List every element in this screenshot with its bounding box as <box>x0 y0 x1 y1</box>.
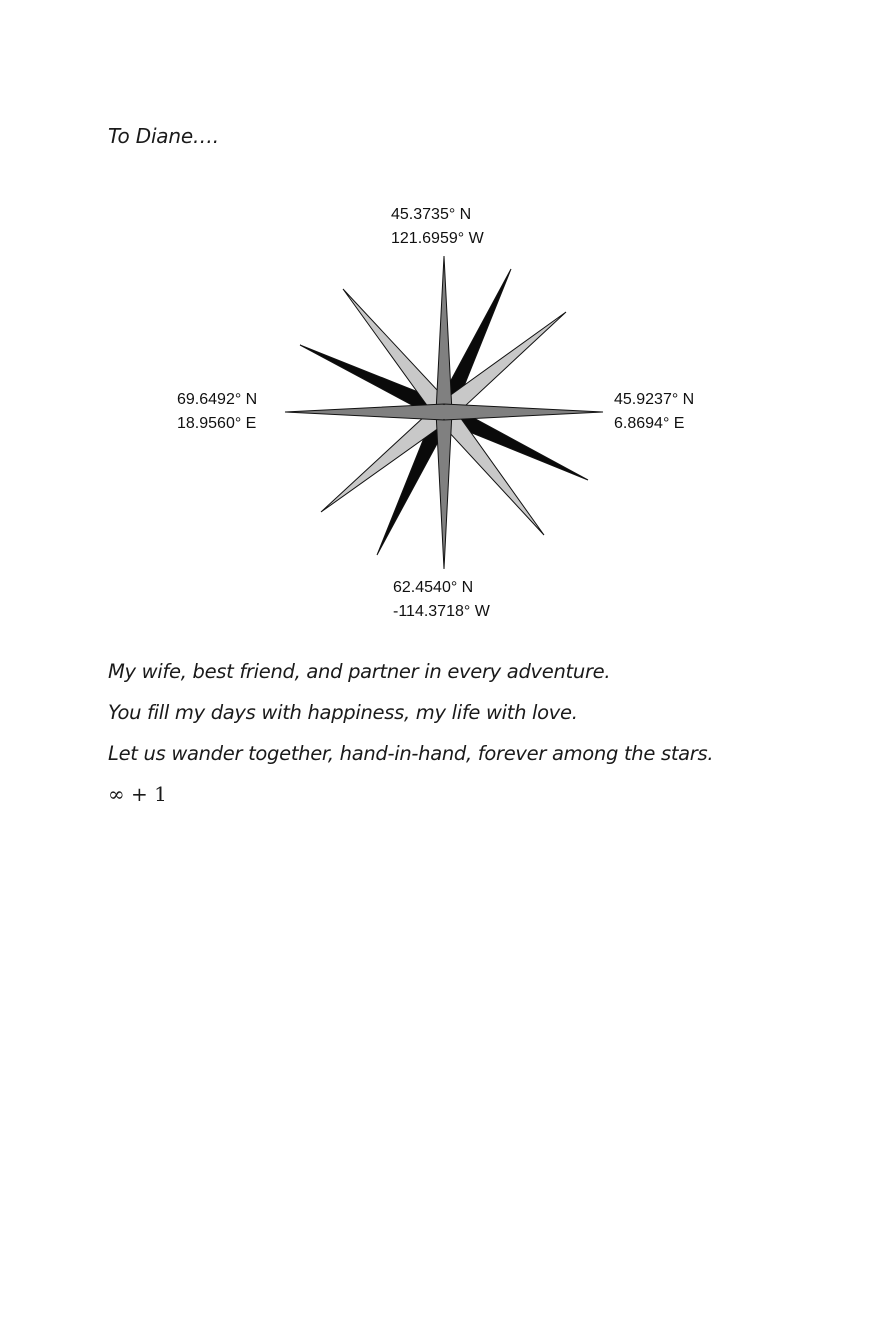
coordinates-east <box>614 388 694 436</box>
ray-north <box>436 256 452 412</box>
ray-se <box>436 406 544 535</box>
coordinates-north-longitude: 121.6959° W <box>391 230 484 247</box>
verse-line: Let us wander together, hand-in-hand, forever among the stars. <box>108 742 714 765</box>
verse-line: You fill my days with happiness, my life with love. <box>108 701 578 724</box>
coordinates-south-longitude: -114.3718° W <box>393 603 490 620</box>
compass-rose-icon <box>284 254 604 570</box>
dedication-verse <box>108 656 713 779</box>
ray-sw <box>321 404 450 512</box>
coordinates-west-latitude: 69.6492° N <box>177 391 258 408</box>
coordinates-south-latitude: 62.4540° N <box>393 579 474 596</box>
coordinates-east-latitude: 45.9237° N <box>614 391 695 408</box>
coordinates-west-longitude: 18.9560° E <box>177 415 257 432</box>
coordinates-north-latitude: 45.3735° N <box>391 206 472 223</box>
verse-line: My wife, best friend, and partner in every adventure. <box>108 660 611 683</box>
dedication-salutation: To Diane…. <box>108 124 219 148</box>
compass-hub <box>437 405 451 419</box>
ray-west <box>285 404 444 420</box>
coordinates-east-longitude: 6.8694° E <box>614 415 685 432</box>
ray-east <box>444 404 603 420</box>
compass-rays <box>285 256 603 569</box>
coordinates-south <box>393 576 490 624</box>
coordinates-north <box>391 203 484 251</box>
coordinates-west <box>177 388 257 436</box>
ray-nw <box>343 289 452 418</box>
ray-ne <box>438 312 566 420</box>
signoff-infinity-plus-one: ∞ + 1 <box>108 782 167 806</box>
ray-south <box>436 412 452 569</box>
